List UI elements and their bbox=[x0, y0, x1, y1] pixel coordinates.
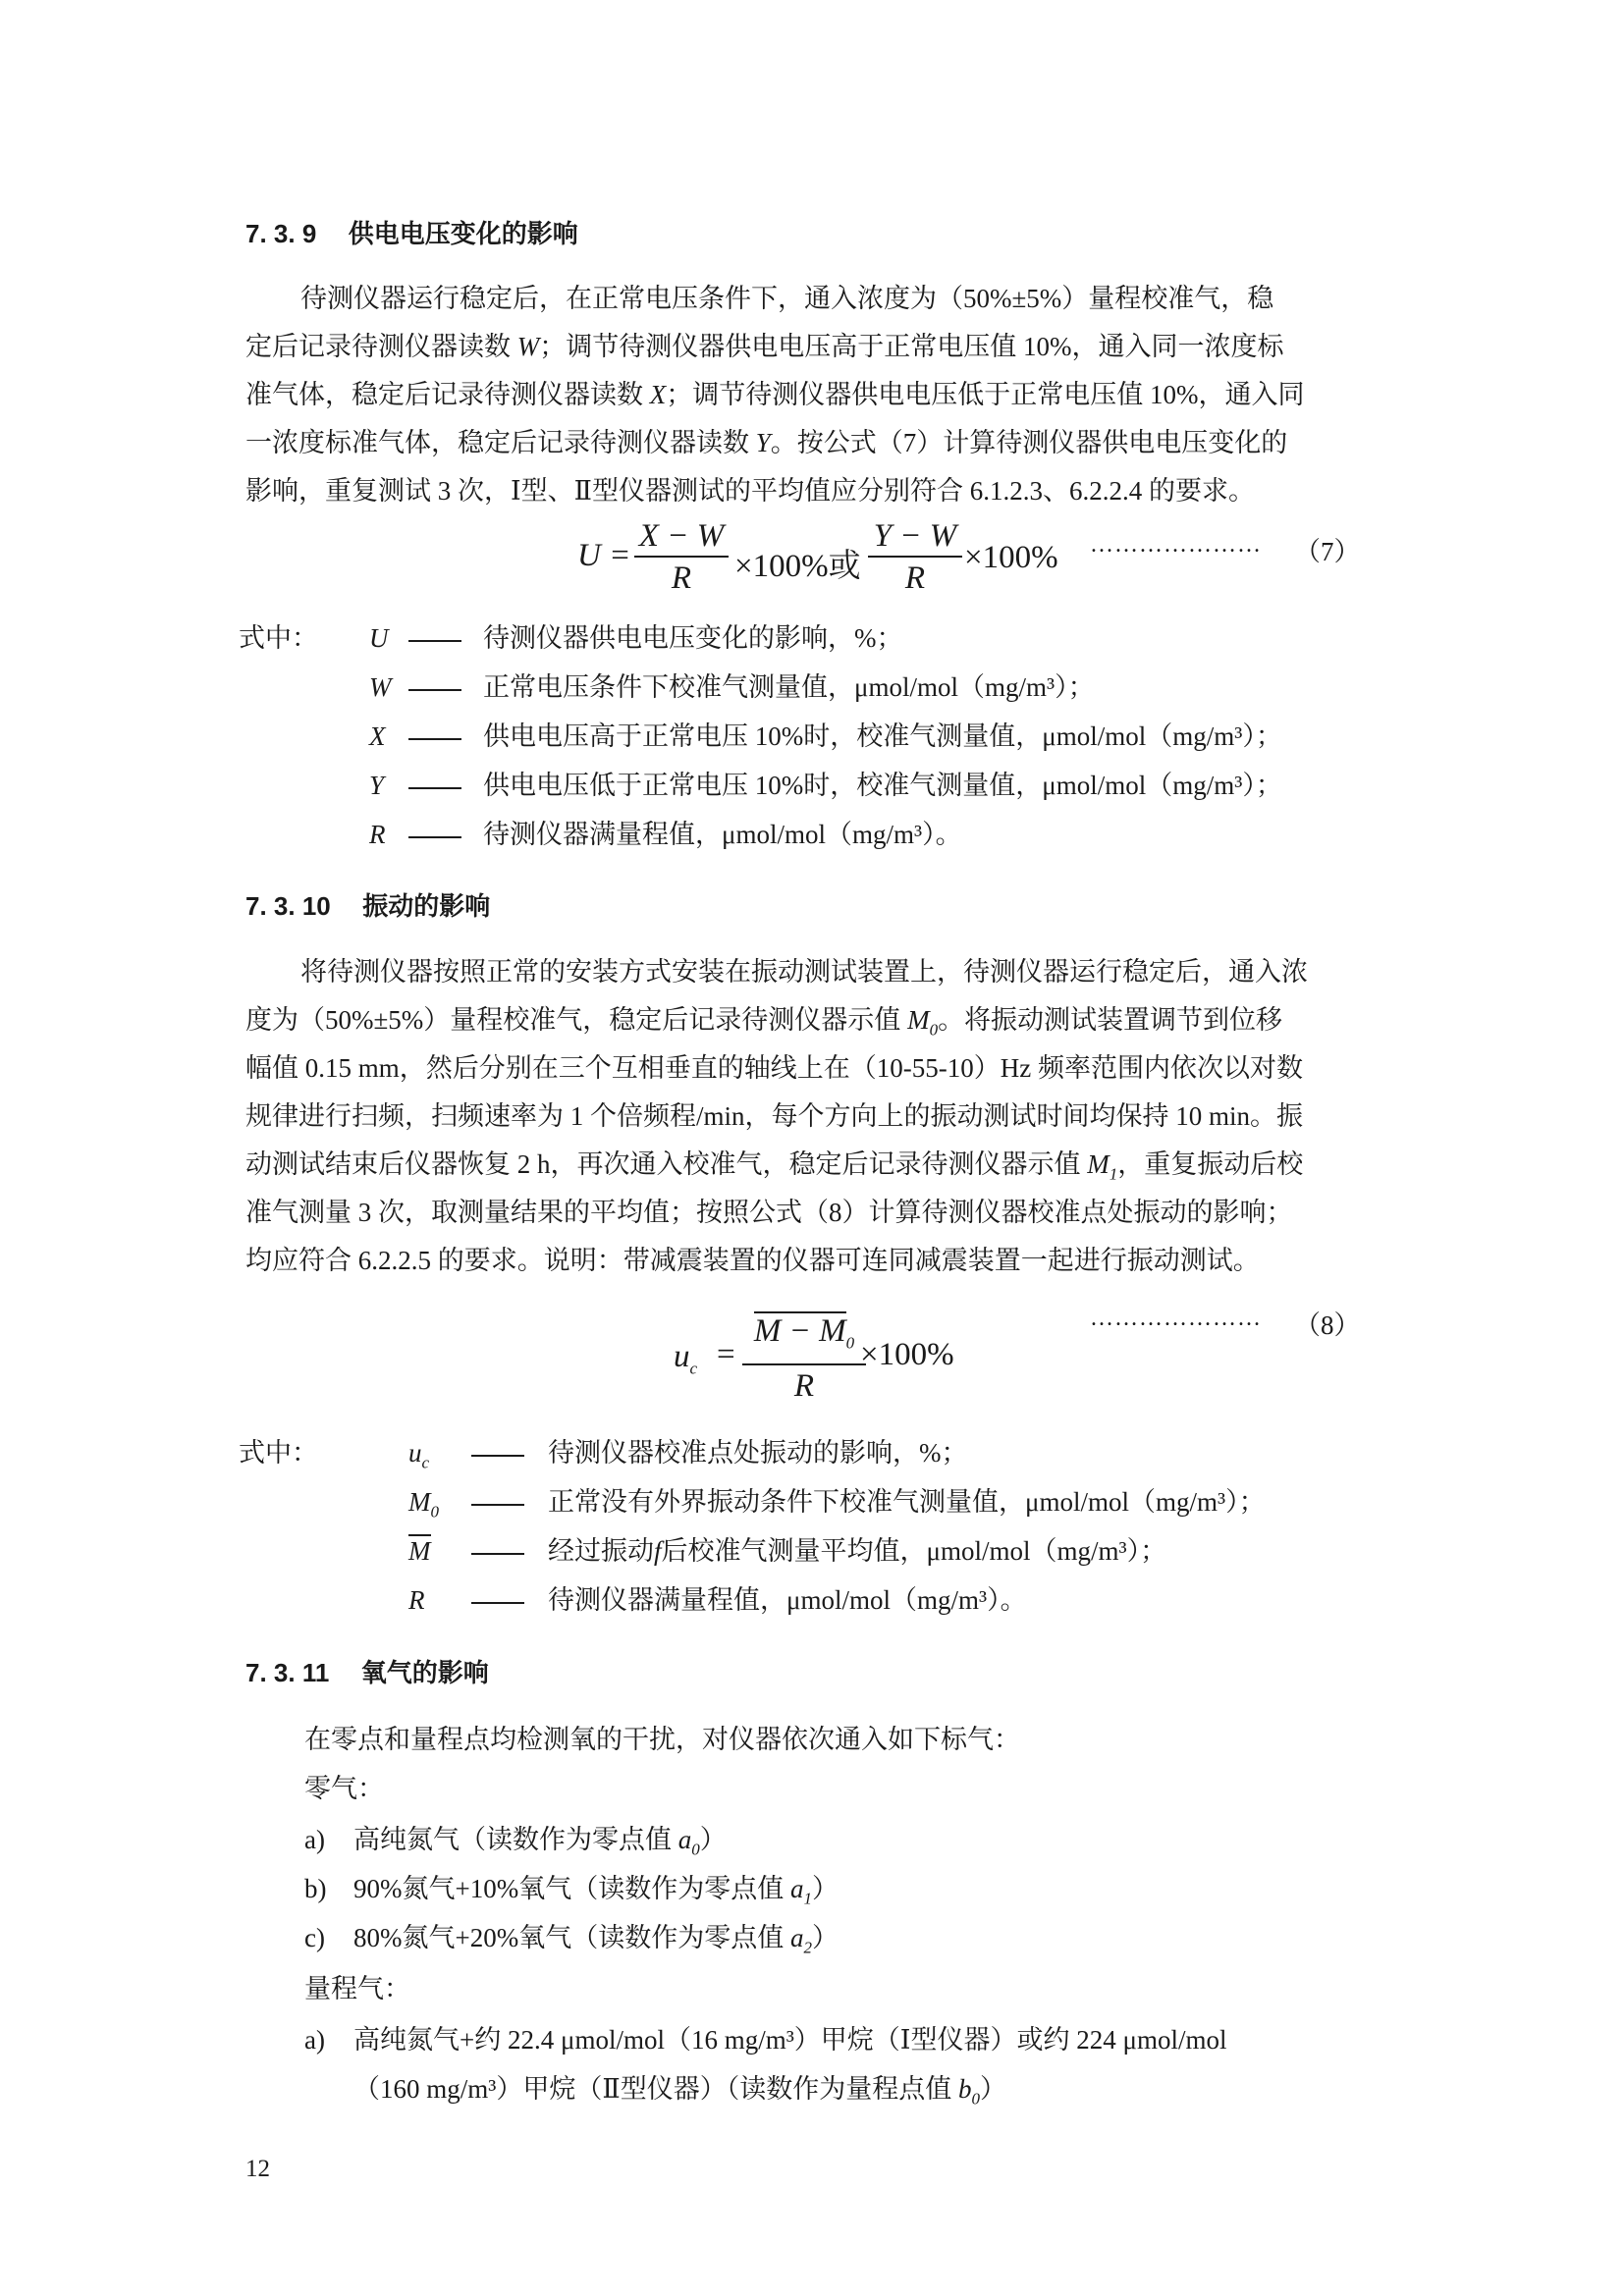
formula-tail: ×100% bbox=[860, 1337, 954, 1372]
text-line: 准气体，稳定后记录待测仪器读数 X；调节待测仪器供电电压低于正常电压值 10%，通入同 bbox=[245, 380, 1305, 409]
heading-title: 振动的影响 bbox=[362, 891, 491, 921]
oxygen-intro: 在零点和量程点均检测氧的干扰，对仪器依次通入如下标气： bbox=[304, 1725, 1020, 1754]
text-line: 一浓度标准气体，稳定后记录待测仪器读数 Y。按公式（7）计算待测仪器供电电压变化的 bbox=[245, 428, 1288, 457]
var-m0: $M_0$ bbox=[907, 1005, 939, 1040]
zero-gas-label: 零气： bbox=[304, 1774, 384, 1803]
section-heading-7-3-10 bbox=[245, 886, 490, 923]
heading-title: 供电电压变化的影响 bbox=[348, 219, 578, 248]
heading-number: 7. 3. 10 bbox=[245, 891, 331, 921]
definition-item: R 待测仪器满量程值，μmol/mol（mg/m³）。 bbox=[369, 820, 962, 849]
heading-title: 氧气的影响 bbox=[360, 1658, 489, 1687]
text-line: 准气测量 3 次，取测量结果的平均值；按照公式（8）计算待测仪器校准点处振动的影响； bbox=[245, 1198, 1293, 1227]
formula-lhs: $u_c$ bbox=[674, 1339, 698, 1378]
var-x: X bbox=[649, 380, 667, 409]
text-line: 度为（50%±5%）量程校准气，稳定后记录待测仪器示值 $M_0$。将振动测试装置调节到位移 bbox=[245, 1005, 1283, 1040]
text-line: 动测试结束后仪器恢复 2 h，再次通入校准气，稳定后记录待测仪器示值 $M_1$，重复振动后校 bbox=[245, 1149, 1304, 1184]
definition-item: $M_0$ 正常没有外界振动条件下校准气测量值，μmol/mol（mg/m³）； bbox=[408, 1487, 1266, 1522]
text-line: 影响，重复测试 3 次，Ⅰ型、Ⅱ型仪器测试的平均值应分别符合 6.1.2.3、6.2.2.4 的要求。 bbox=[245, 476, 1256, 506]
text-line: 定后记录待测仪器读数 W；调节待测仪器供电电压高于正常电压值 10%，通入同一浓度标 bbox=[245, 332, 1284, 361]
text-line: 规律进行扫频，扫频速率为 1 个倍频程/min，每个方向上的振动测试时间均保持 10 min。振 bbox=[245, 1101, 1304, 1131]
paragraph-7-3-10 bbox=[245, 948, 1386, 1285]
definition-item: M 经过振动f后校准气测量平均值，μmol/mol（mg/m³）； bbox=[408, 1536, 1167, 1566]
paragraph-7-3-9 bbox=[245, 275, 1386, 515]
text-line: 待测仪器运行稳定后，在正常电压条件下，通入浓度为（50%±5%）量程校准气，稳 bbox=[300, 284, 1274, 313]
var-y: Y bbox=[755, 428, 771, 457]
formula-leader-dots: ………………… bbox=[1090, 532, 1262, 558]
fraction-2: Y − W R bbox=[868, 516, 962, 599]
section-heading-7-3-9 bbox=[245, 214, 578, 250]
var-w: W bbox=[516, 332, 540, 361]
page-number: 12 bbox=[245, 2156, 270, 2182]
list-item: b) 90%氮气+10%氧气（读数作为零点值 $a_1$） bbox=[304, 1874, 839, 1908]
definition-item: $u_c$ 待测仪器校准点处振动的影响，%； bbox=[408, 1438, 968, 1472]
var-m1: $M_1$ bbox=[1087, 1149, 1118, 1184]
formula-lhs: U = bbox=[577, 538, 631, 573]
fraction-1: X − W R bbox=[634, 516, 729, 599]
formula-mid: ×100%或 bbox=[734, 549, 861, 584]
heading-number: 7. 3. 9 bbox=[245, 219, 317, 248]
formula-leader-dots: ………………… bbox=[1090, 1306, 1262, 1331]
text-line: 均应符合 6.2.2.5 的要求。说明：带减震装置的仪器可连同减震装置一起进行振动测试。 bbox=[245, 1246, 1260, 1275]
formula-number: （7） bbox=[1294, 537, 1361, 566]
formula-tail: ×100% bbox=[964, 540, 1058, 575]
fraction: $M - M_0$ R bbox=[742, 1311, 866, 1407]
formula-equals: = bbox=[717, 1337, 735, 1372]
list-item-continuation: （160 mg/m³）甲烷（Ⅱ型仪器）（读数作为量程点值 $b_0$） bbox=[353, 2074, 1006, 2109]
where-label: 式中： bbox=[239, 1438, 318, 1468]
text-line: 幅值 0.15 mm，然后分别在三个互相垂直的轴线上在（10-55-10）Hz 频率范围内依次以对数 bbox=[245, 1053, 1303, 1083]
list-item: a) 高纯氮气（读数作为零点值 $a_0$） bbox=[304, 1825, 727, 1859]
definition-item: Y 供电电压低于正常电压 10%时，校准气测量值，μmol/mol（mg/m³）； bbox=[369, 771, 1282, 800]
list-item: c) 80%氮气+20%氧气（读数作为零点值 $a_2$） bbox=[304, 1923, 839, 1957]
where-label: 式中： bbox=[239, 623, 318, 653]
formula-number: （8） bbox=[1294, 1310, 1361, 1340]
list-item: a) 高纯氮气+约 22.4 μmol/mol（16 mg/m³）甲烷（Ⅰ型仪器）或约 224 μmol/mol bbox=[304, 2025, 1227, 2055]
heading-number: 7. 3. 11 bbox=[245, 1658, 330, 1687]
text-line: 将待测仪器按照正常的安装方式安装在振动测试装置上，待测仪器运行稳定后，通入浓 bbox=[300, 957, 1308, 987]
definition-item: U 待测仪器供电电压变化的影响，%； bbox=[369, 623, 903, 653]
definition-item: X 供电电压高于正常电压 10%时，校准气测量值，μmol/mol（mg/m³）； bbox=[369, 721, 1282, 751]
section-heading-7-3-11 bbox=[245, 1653, 489, 1689]
definition-item: W 正常电压条件下校准气测量值，μmol/mol（mg/m³）； bbox=[369, 672, 1095, 702]
span-gas-label: 量程气： bbox=[304, 1974, 410, 2003]
definition-item: R 待测仪器满量程值，μmol/mol（mg/m³）。 bbox=[408, 1585, 1027, 1615]
